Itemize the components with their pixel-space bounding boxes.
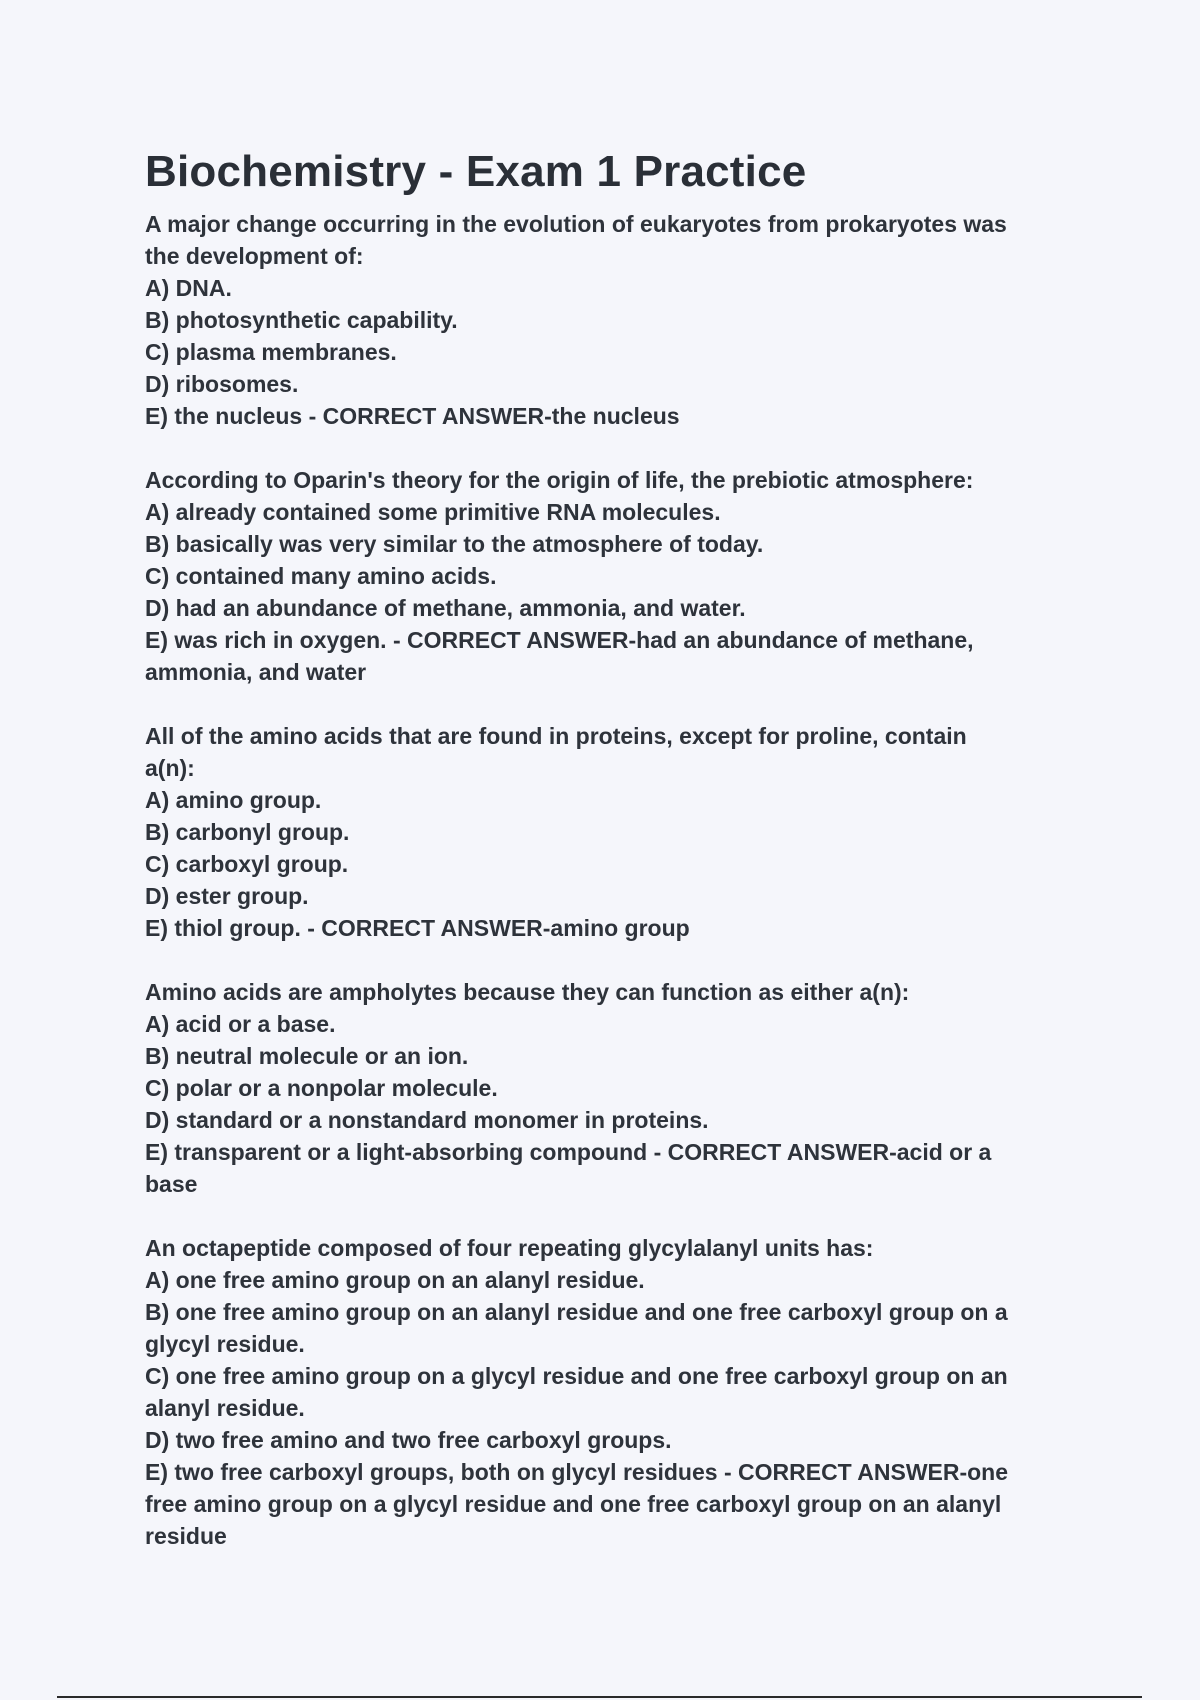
question-2-answer-continued: ammonia, and water [145,659,367,685]
question-5-option-b: B) one free amino group on an alanyl residue and one free carboxyl group on a [145,1299,1008,1325]
question-1-option-b: B) photosynthetic capability. [145,307,458,333]
question-4-option-d: D) standard or a nonstandard monomer in proteins. [145,1107,709,1133]
question-5-option-e-answer: E) two free carboxyl groups, both on glycyl residues - CORRECT ANSWER-one [145,1459,1009,1485]
question-4-line-1: Amino acids are ampholytes because they can function as either a(n): [145,979,910,1005]
question-5-line-1: An octapeptide composed of four repeating glycylalanyl units has: [145,1235,874,1261]
page-title: Biochemistry - Exam 1 Practice [145,147,807,196]
question-2-option-c: C) contained many amino acids. [145,563,497,589]
question-4-option-a: A) acid or a base. [145,1011,336,1037]
question-2-option-b: B) basically was very similar to the atmosphere of today. [145,531,764,557]
question-1-option-d: D) ribosomes. [145,371,299,397]
question-2-line-1: According to Oparin's theory for the origin of life, the prebiotic atmosphere: [145,467,974,493]
question-5-option-c-continued: alanyl residue. [145,1395,305,1421]
question-block-2 [145,464,1075,688]
question-1-line-1: A major change occurring in the evolution of eukaryotes from prokaryotes was [145,211,1007,237]
question-3-option-d: D) ester group. [145,883,309,909]
question-5-option-d: D) two free amino and two free carboxyl groups. [145,1427,672,1453]
question-3-line-1: All of the amino acids that are found in proteins, except for proline, contain [145,723,967,749]
question-1-option-a: A) DNA. [145,275,232,301]
question-block-3 [145,720,1075,944]
question-2-option-a: A) already contained some primitive RNA molecules. [145,499,721,525]
question-3-option-b: B) carbonyl group. [145,819,350,845]
question-5-answer-end: residue [145,1523,227,1549]
question-4-option-b: B) neutral molecule or an ion. [145,1043,469,1069]
question-1-line-2: the development of: [145,243,364,269]
question-1-option-c: C) plasma membranes. [145,339,397,365]
question-block-1 [145,208,1075,432]
question-4-answer-continued: base [145,1171,198,1197]
question-4-option-c: C) polar or a nonpolar molecule. [145,1075,498,1101]
question-5-option-b-continued: glycyl residue. [145,1331,305,1357]
question-3-line-2: a(n): [145,755,195,781]
question-3-option-e-answer: E) thiol group. - CORRECT ANSWER-amino group [145,915,690,941]
document-content [145,146,1075,1584]
question-5-option-a: A) one free amino group on an alanyl residue. [145,1267,645,1293]
question-block-5 [145,1232,1075,1552]
question-block-4 [145,976,1075,1200]
question-3-option-c: C) carboxyl group. [145,851,349,877]
question-3-option-a: A) amino group. [145,787,322,813]
question-5-option-c: C) one free amino group on a glycyl residue and one free carboxyl group on an [145,1363,1008,1389]
question-2-option-e-answer: E) was rich in oxygen. - CORRECT ANSWER-had an abundance of methane, [145,627,974,653]
question-5-answer-continued: free amino group on a glycyl residue and one free carboxyl group on an alanyl [145,1491,1002,1517]
question-4-option-e-answer: E) transparent or a light-absorbing compound - CORRECT ANSWER-acid or a [145,1139,992,1165]
question-2-option-d: D) had an abundance of methane, ammonia, and water. [145,595,746,621]
question-1-option-e-answer: E) the nucleus - CORRECT ANSWER-the nucleus [145,403,680,429]
page-bottom-divider [57,1696,1142,1698]
